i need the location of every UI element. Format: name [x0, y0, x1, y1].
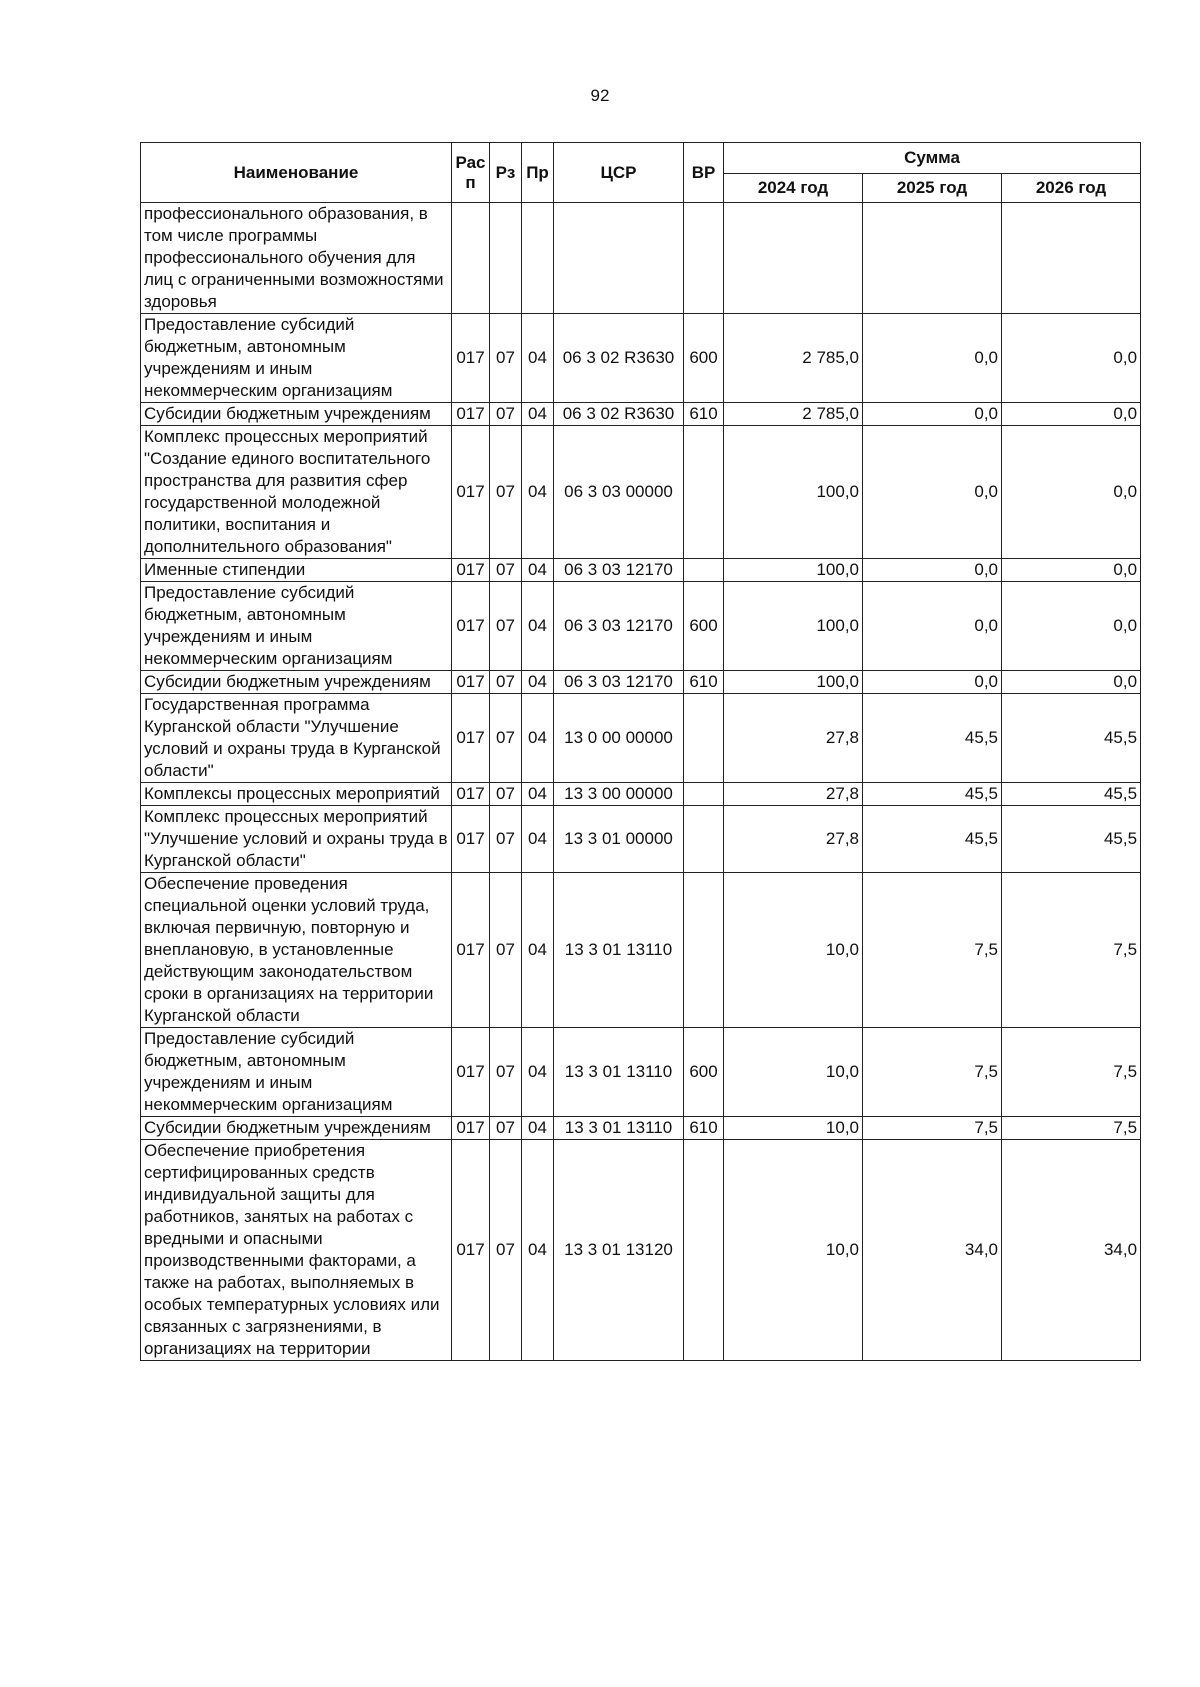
- row-rz: 07: [490, 403, 522, 426]
- row-2025: 0,0: [863, 314, 1002, 403]
- row-pr: 04: [522, 403, 554, 426]
- row-name: Комплекс процессных мероприятий "Создание единого воспитательного пространства для развития сфер государственной молодежной политики, воспитания и дополнительного образования": [141, 426, 452, 559]
- row-2026: 45,5: [1002, 694, 1141, 783]
- row-2026: [1002, 203, 1141, 314]
- row-name: Предоставление субсидий бюджетным, автономным учреждениям и иным некоммерческим организациям: [141, 1028, 452, 1117]
- row-vr: 600: [684, 582, 724, 671]
- row-csr: [554, 203, 684, 314]
- row-vr: [684, 203, 724, 314]
- row-2025: 0,0: [863, 426, 1002, 559]
- row-csr: 06 3 03 00000: [554, 426, 684, 559]
- row-csr: 06 3 02 R3630: [554, 314, 684, 403]
- row-2024: 27,8: [724, 783, 863, 806]
- row-2025: 34,0: [863, 1140, 1002, 1361]
- row-rz: 07: [490, 806, 522, 873]
- table-row: [141, 1140, 1141, 1361]
- row-2026: 7,5: [1002, 1028, 1141, 1117]
- row-pr: 04: [522, 783, 554, 806]
- row-2025: 0,0: [863, 559, 1002, 582]
- row-2025: 45,5: [863, 694, 1002, 783]
- row-name: Комплексы процессных мероприятий: [141, 783, 452, 806]
- table-row: [141, 783, 1141, 806]
- row-vr: [684, 806, 724, 873]
- row-2025: 7,5: [863, 1028, 1002, 1117]
- row-csr: 13 0 00 00000: [554, 694, 684, 783]
- row-vr: [684, 1140, 724, 1361]
- row-rz: 07: [490, 314, 522, 403]
- row-csr: 06 3 03 12170: [554, 582, 684, 671]
- row-name: Именные стипендии: [141, 559, 452, 582]
- row-csr: 13 3 01 13110: [554, 873, 684, 1028]
- row-rasp: 017: [452, 873, 490, 1028]
- row-2024: 2 785,0: [724, 314, 863, 403]
- header-row-top: [141, 143, 1141, 174]
- row-pr: 04: [522, 582, 554, 671]
- row-2024: [724, 203, 863, 314]
- row-2026: 0,0: [1002, 559, 1141, 582]
- row-2024: 10,0: [724, 1117, 863, 1140]
- row-csr: 06 3 03 12170: [554, 559, 684, 582]
- row-rasp: 017: [452, 403, 490, 426]
- row-pr: 04: [522, 1140, 554, 1361]
- table-row: [141, 314, 1141, 403]
- row-csr: 13 3 01 13110: [554, 1028, 684, 1117]
- row-pr: 04: [522, 1028, 554, 1117]
- row-vr: [684, 559, 724, 582]
- row-pr: 04: [522, 671, 554, 694]
- row-rasp: 017: [452, 694, 490, 783]
- row-rasp: 017: [452, 806, 490, 873]
- row-pr: 04: [522, 806, 554, 873]
- row-pr: 04: [522, 694, 554, 783]
- row-rasp: 017: [452, 783, 490, 806]
- row-name: Предоставление субсидий бюджетным, автономным учреждениям и иным некоммерческим организациям: [141, 582, 452, 671]
- row-rasp: 017: [452, 671, 490, 694]
- header-csr: ЦСР: [554, 143, 684, 203]
- row-2026: 45,5: [1002, 783, 1141, 806]
- row-rasp: 017: [452, 582, 490, 671]
- header-pr: Пр: [522, 143, 554, 203]
- row-name: Предоставление субсидий бюджетным, автономным учреждениям и иным некоммерческим организациям: [141, 314, 452, 403]
- row-2025: 45,5: [863, 783, 1002, 806]
- row-vr: 600: [684, 1028, 724, 1117]
- row-name: Субсидии бюджетным учреждениям: [141, 1117, 452, 1140]
- row-rasp: 017: [452, 314, 490, 403]
- table-row: [141, 403, 1141, 426]
- row-2024: 10,0: [724, 873, 863, 1028]
- row-name: Комплекс процессных мероприятий "Улучшение условий и охраны труда в Курганской области": [141, 806, 452, 873]
- table-row: [141, 806, 1141, 873]
- row-rz: 07: [490, 1117, 522, 1140]
- row-name: профессионального образования, в том числе программы профессионального обучения для лиц с ограниченными возможностями здоровья: [141, 203, 452, 314]
- row-2024: 100,0: [724, 426, 863, 559]
- header-name: Наименование: [141, 143, 452, 203]
- header-rz: Рз: [490, 143, 522, 203]
- row-csr: 13 3 01 13120: [554, 1140, 684, 1361]
- header-2026: 2026 год: [1002, 174, 1141, 203]
- row-2025: 45,5: [863, 806, 1002, 873]
- table-row: [141, 582, 1141, 671]
- table-body: [141, 203, 1141, 1361]
- row-rz: 07: [490, 1140, 522, 1361]
- row-2024: 27,8: [724, 806, 863, 873]
- row-vr: 600: [684, 314, 724, 403]
- table-row: [141, 559, 1141, 582]
- row-rasp: 017: [452, 1028, 490, 1117]
- row-vr: 610: [684, 1117, 724, 1140]
- row-rz: 07: [490, 559, 522, 582]
- row-rz: 07: [490, 694, 522, 783]
- row-rasp: 017: [452, 1117, 490, 1140]
- header-rasp: Рас п: [452, 143, 490, 203]
- row-pr: [522, 203, 554, 314]
- row-2026: 7,5: [1002, 873, 1141, 1028]
- row-2026: 0,0: [1002, 426, 1141, 559]
- row-rz: 07: [490, 582, 522, 671]
- row-rz: 07: [490, 873, 522, 1028]
- row-vr: [684, 783, 724, 806]
- row-2024: 100,0: [724, 671, 863, 694]
- row-vr: [684, 873, 724, 1028]
- row-pr: 04: [522, 1117, 554, 1140]
- row-2024: 27,8: [724, 694, 863, 783]
- row-2026: 0,0: [1002, 403, 1141, 426]
- row-2026: 0,0: [1002, 582, 1141, 671]
- row-csr: 06 3 02 R3630: [554, 403, 684, 426]
- row-csr: 13 3 00 00000: [554, 783, 684, 806]
- row-csr: 06 3 03 12170: [554, 671, 684, 694]
- row-rasp: 017: [452, 426, 490, 559]
- table-row: [141, 671, 1141, 694]
- table-row: [141, 873, 1141, 1028]
- row-rz: 07: [490, 1028, 522, 1117]
- row-2024: 100,0: [724, 582, 863, 671]
- row-rz: 07: [490, 426, 522, 559]
- row-name: Государственная программа Курганской области "Улучшение условий и охраны труда в Курганской области": [141, 694, 452, 783]
- row-2024: 10,0: [724, 1140, 863, 1361]
- table-row: [141, 694, 1141, 783]
- row-2025: 0,0: [863, 403, 1002, 426]
- row-pr: 04: [522, 873, 554, 1028]
- row-name: Субсидии бюджетным учреждениям: [141, 403, 452, 426]
- row-vr: 610: [684, 403, 724, 426]
- row-2026: 0,0: [1002, 671, 1141, 694]
- row-vr: [684, 426, 724, 559]
- header-2024: 2024 год: [724, 174, 863, 203]
- row-2026: 45,5: [1002, 806, 1141, 873]
- row-2024: 10,0: [724, 1028, 863, 1117]
- budget-table: [140, 142, 1141, 1361]
- row-2024: 2 785,0: [724, 403, 863, 426]
- row-pr: 04: [522, 314, 554, 403]
- table-row: [141, 1028, 1141, 1117]
- row-rz: 07: [490, 671, 522, 694]
- row-2026: 0,0: [1002, 314, 1141, 403]
- page-number: 92: [590, 86, 610, 105]
- row-2025: 7,5: [863, 1117, 1002, 1140]
- row-pr: 04: [522, 559, 554, 582]
- table-row: [141, 203, 1141, 314]
- row-rasp: 017: [452, 559, 490, 582]
- row-rz: [490, 203, 522, 314]
- row-name: Обеспечение приобретения сертифицированных средств индивидуальной защиты для работников, занятых на работах с вредными и опасными производственными факторами, а также на работах, выполняемых в особых температурных условиях или связанных с загрязнениями, в организациях на территории: [141, 1140, 452, 1361]
- row-rasp: [452, 203, 490, 314]
- row-2025: [863, 203, 1002, 314]
- row-rasp: 017: [452, 1140, 490, 1361]
- row-vr: [684, 694, 724, 783]
- header-sum: Сумма: [724, 143, 1141, 174]
- row-2025: 0,0: [863, 671, 1002, 694]
- row-pr: 04: [522, 426, 554, 559]
- row-name: Субсидии бюджетным учреждениям: [141, 671, 452, 694]
- row-csr: 13 3 01 13110: [554, 1117, 684, 1140]
- row-vr: 610: [684, 671, 724, 694]
- header-2025: 2025 год: [863, 174, 1002, 203]
- table-row: [141, 426, 1141, 559]
- row-2026: 34,0: [1002, 1140, 1141, 1361]
- row-csr: 13 3 01 00000: [554, 806, 684, 873]
- row-rz: 07: [490, 783, 522, 806]
- row-2026: 7,5: [1002, 1117, 1141, 1140]
- row-name: Обеспечение проведения специальной оценки условий труда, включая первичную, повторную и внеплановую, в установленные действующим законодательством сроки в организациях на территории Курганской области: [141, 873, 452, 1028]
- row-2025: 0,0: [863, 582, 1002, 671]
- row-2025: 7,5: [863, 873, 1002, 1028]
- row-2024: 100,0: [724, 559, 863, 582]
- table-row: [141, 1117, 1141, 1140]
- header-vr: ВР: [684, 143, 724, 203]
